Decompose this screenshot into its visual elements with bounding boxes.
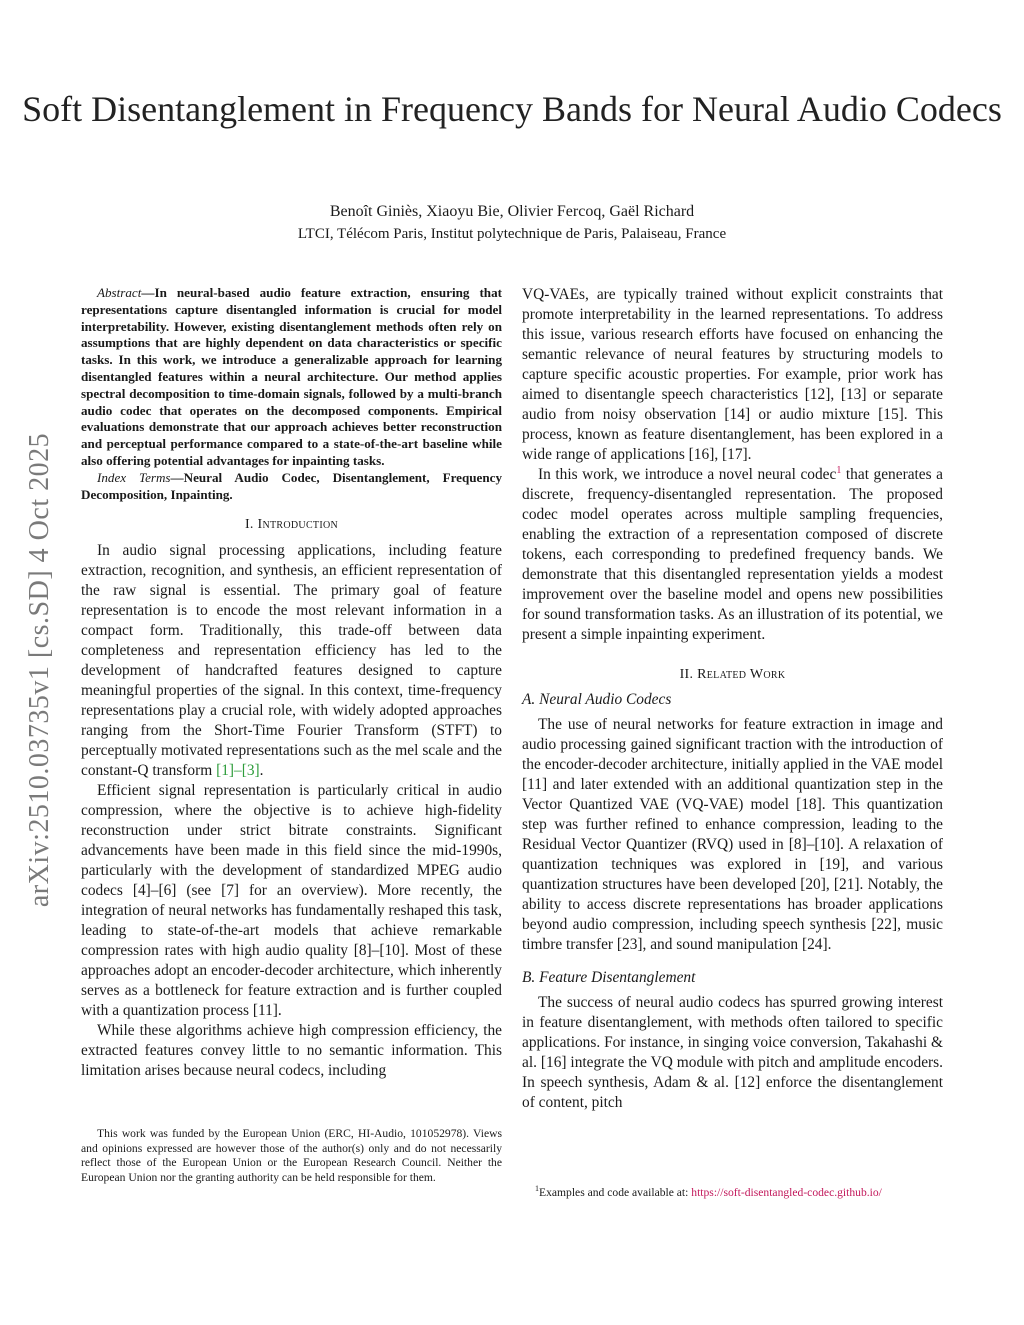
index-terms-text: —Neural Audio Codec, Disentanglement, Frequency Decomposition, Inpainting. — [81, 469, 502, 502]
code-footnote-text: Examples and code available at: — [539, 1186, 692, 1199]
arxiv-identifier: arXiv:2510.03735v1 [cs.SD] 4 Oct 2025 — [24, 432, 55, 908]
footnote-marker[interactable]: 1 — [836, 464, 842, 476]
intro-paragraph-3: While these algorithms achieve high compression efficiency, the extracted features convey little to no semantic information. This limitation arises because neural codecs, including — [81, 1022, 502, 1080]
code-footnote — [535, 1186, 945, 1201]
subsection-heading-neural-audio-codecs: A. Neural Audio Codecs — [522, 691, 672, 708]
section-heading-related-work: II. Related Work — [679, 667, 786, 682]
subsection-heading-feature-disentanglement: B. Feature Disentanglement — [522, 969, 696, 986]
right-column — [522, 285, 943, 1113]
abstract-text: —In neural-based audio feature extraction, ensuring that representations capture disentangled information is crucial for model interpretability. However, existing disentanglement methods often rely on assumptions that are highly dependent on data characteristics or specific tasks. In this work, we introduce a generalizable approach for learning disentangled features within a neural architecture. Our method applies spectral decomposition to time-domain signals, followed by a multi-branch audio codec that operates on the decomposed components. Empirical evaluations demonstrate that our approach achieves better reconstruction and perceptual performance compared to a state-of-the-art baseline while also offering potential advantages for inpainting tasks. — [81, 285, 502, 468]
right-paragraph-1: VQ-VAEs, are typically trained without explicit constraints that promote interpretability in the learned representations. To address this issue, various research efforts have focused on enhancing the semantic relevance of neural features by structuring models to capture specific acoustic properties. For example, prior work has aimed to disentangle speech characteristics [12], [13] or separate audio from noisy observation [14] or audio mixture [15]. This process, known as feature disentanglement, has been explored in a wide range of applications [16], [17]. — [522, 286, 943, 463]
right-paragraph-2-start: In this work, we introduce a novel neural codec — [538, 466, 837, 483]
funding-footnote-text: This work was funded by the European Union (ERC, HI-Audio, 101052978). Views and opinions expressed are however those of the author(s) only and do not necessarily reflect those of the European Union or the European Research Council. Neither the European Union nor the granting authority can be held responsible for them. — [81, 1127, 502, 1184]
author-list: Benoît Giniès, Xiaoyu Bie, Olivier Fercoq, Gaël Richard — [329, 203, 695, 220]
abstract — [81, 285, 502, 503]
intro-paragraph-1-text: In audio signal processing applications, including feature extraction, recognition, and synthesis, an efficient representation of the raw signal is essential. The primary goal of feature representation is to encode the most relevant information in a compact form. Traditionally, this trade-off between data completeness and representation efficiency has led to the development of handcrafted features designed to capture meaningful properties of the signal. In this context, time-frequency representations play a crucial role, with widely adopted approaches ranging from the Short-Time Fourier Transform (STFT) to perceptually motivated representations such as the mel scale and the constant-Q transform — [81, 542, 502, 780]
left-column — [81, 285, 502, 1081]
abstract-label: Abstract — [97, 285, 142, 300]
affiliation: LTCI, Télécom Paris, Institut polytechnique de Paris, Palaiseau, France — [297, 226, 727, 242]
right-paragraph-2 — [522, 465, 943, 645]
intro-paragraph-2: Efficient signal representation is particularly critical in audio compression, where the objective is to achieve high-fidelity reconstruction under strict bitrate constraints. Significant advancements have been made in this field since the mid-1990s, particularly with the development of standardized MPEG audio codecs [4]–[6] (see [7] for an overview). More recently, the integration of neural networks has fundamentally reshaped this task, leading to state-of-the-art models that achieve remarkable compression rates with high audio quality [8]–[10]. Most of these approaches adopt an encoder-decoder architecture, which inherently serves as a bottleneck for feature extraction and is further coupled with a quantization process [11]. — [81, 782, 502, 1020]
paper-title: Soft Disentanglement in Frequency Bands for Neural Audio Codecs — [22, 89, 1002, 129]
arxiv-sidebar — [10, 380, 70, 960]
section-heading-introduction: I. Introduction — [244, 517, 339, 533]
code-footnote-marker: 1 — [535, 1184, 539, 1194]
funding-footnote — [81, 1127, 502, 1185]
citation-link[interactable]: [1]–[3] — [216, 762, 260, 780]
intro-paragraph-1: In audio signal processing applications, including feature extraction, recognition, and synthesis, an efficient representation of the raw signal is essential. The primary goal of feature representation is to encode the most relevant information in a compact form. Traditionally, this trade-off between data completeness and representation efficiency has led to the development of handcrafted features designed to capture meaningful properties of the signal. In this context, time-frequency representations play a crucial role, with widely adopted approaches ranging from the Short-Time Fourier Transform (STFT) to perceptually motivated representations such as the mel scale and the constant-Q transform [1]–[3]. — [81, 542, 502, 780]
index-terms-label: Index Terms — [97, 469, 171, 485]
code-url-link[interactable]: https://soft-disentangled-codec.github.io/ — [691, 1186, 882, 1199]
right-paragraph-2-rest: that generates a discrete, frequency-disentangled representation. The proposed codec model operates across multiple sampling frequencies, enabling the extraction of a representation composed of discrete tokens, each corresponding to predefined frequency bands. We demonstrate that this disentangled representation yields a modest improvement over the baseline model and opens new possibilities for sound transformation tasks. As an illustration of its potential, we present a simple inpainting experiment. — [522, 466, 943, 643]
feature-disentanglement-paragraph: The success of neural audio codecs has spurred growing interest in feature disentanglement, with methods often tailored to specific applications. For instance, in singing voice conversion, Takahashi & al. [16] integrate the VQ module with pitch and amplitude encoders. In speech synthesis, Adam & al. [12] enforce the disentanglement of content, pitch — [522, 994, 943, 1111]
neural-audio-codecs-paragraph: The use of neural networks for feature extraction in image and audio processing gained significant traction with the introduction of the encoder-decoder architecture, initially applied in the VAE model [11] and later extended with an additional quantization step in the Vector Quantized VAE (VQ-VAE) model [18]. This quantization step was further refined to enhance compression, leading to the Residual Vector Quantizer (RVQ) used in [8]–[10]. A relaxation of quantization techniques was explored in [19], and various quantization structures have been developed [20], [21]. Notably, the ability to access discrete representations has broader applications beyond audio compression, including speech synthesis [22], music timbre transfer [23], and sound manipulation [24]. — [522, 716, 943, 953]
